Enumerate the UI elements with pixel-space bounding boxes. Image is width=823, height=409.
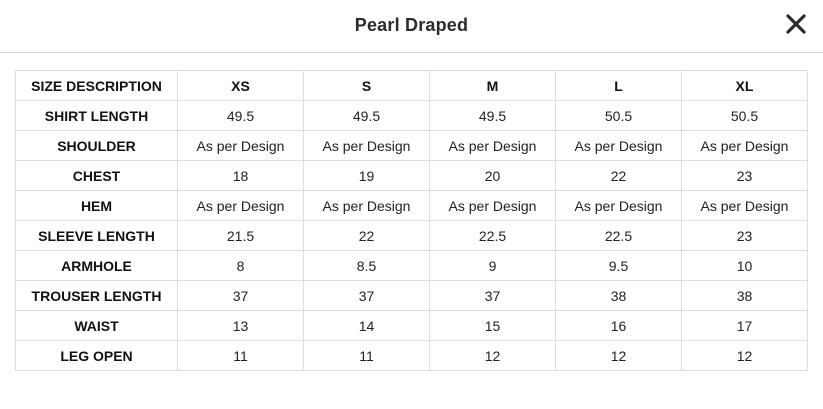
table-row: [16, 251, 808, 281]
table-cell: 8.5: [304, 251, 430, 281]
row-label: SLEEVE LENGTH: [16, 221, 178, 251]
table-cell: As per Design: [178, 131, 304, 161]
modal-header: [0, 0, 823, 53]
table-cell: 50.5: [556, 101, 682, 131]
table-cell: 9: [430, 251, 556, 281]
table-header-row: [16, 71, 808, 101]
table-cell: 49.5: [178, 101, 304, 131]
table-cell: 21.5: [178, 221, 304, 251]
header-size-xs: XS: [178, 71, 304, 101]
table-cell: As per Design: [430, 191, 556, 221]
header-size-description: SIZE DESCRIPTION: [16, 71, 178, 101]
table-cell: 9.5: [556, 251, 682, 281]
table-cell: 12: [556, 341, 682, 371]
row-label: ARMHOLE: [16, 251, 178, 281]
table-cell: 37: [430, 281, 556, 311]
table-cell: 49.5: [304, 101, 430, 131]
table-cell: 12: [430, 341, 556, 371]
table-cell: 11: [178, 341, 304, 371]
table-cell: As per Design: [556, 191, 682, 221]
row-label: SHOULDER: [16, 131, 178, 161]
table-cell: 22.5: [556, 221, 682, 251]
table-cell: 8: [178, 251, 304, 281]
table-row: [16, 131, 808, 161]
table-cell: 23: [682, 221, 808, 251]
table-cell: As per Design: [556, 131, 682, 161]
table-cell: 49.5: [430, 101, 556, 131]
row-label: CHEST: [16, 161, 178, 191]
table-cell: 20: [430, 161, 556, 191]
close-icon: [782, 10, 810, 38]
table-cell: As per Design: [430, 131, 556, 161]
table-cell: 38: [556, 281, 682, 311]
table-cell: 19: [304, 161, 430, 191]
table-row: [16, 221, 808, 251]
table-cell: 13: [178, 311, 304, 341]
table-cell: 17: [682, 311, 808, 341]
header-size-l: L: [556, 71, 682, 101]
table-cell: 38: [682, 281, 808, 311]
row-label: WAIST: [16, 311, 178, 341]
table-cell: 37: [178, 281, 304, 311]
table-row: [16, 341, 808, 371]
close-button[interactable]: [782, 10, 810, 38]
table-cell: 23: [682, 161, 808, 191]
table-cell: 10: [682, 251, 808, 281]
table-row: [16, 281, 808, 311]
header-size-s: S: [304, 71, 430, 101]
table-cell: 50.5: [682, 101, 808, 131]
row-label: LEG OPEN: [16, 341, 178, 371]
table-cell: As per Design: [682, 131, 808, 161]
table-cell: As per Design: [304, 191, 430, 221]
row-label: TROUSER LENGTH: [16, 281, 178, 311]
table-row: [16, 101, 808, 131]
table-row: [16, 311, 808, 341]
size-chart-table: [15, 70, 808, 371]
table-cell: As per Design: [178, 191, 304, 221]
table-cell: 22.5: [430, 221, 556, 251]
table-cell: 37: [304, 281, 430, 311]
table-cell: As per Design: [682, 191, 808, 221]
modal-title: Pearl Draped: [354, 15, 469, 35]
row-label: SHIRT LENGTH: [16, 101, 178, 131]
table-cell: 22: [304, 221, 430, 251]
header-size-m: M: [430, 71, 556, 101]
table-cell: 15: [430, 311, 556, 341]
table-cell: 11: [304, 341, 430, 371]
table-cell: 14: [304, 311, 430, 341]
row-label: HEM: [16, 191, 178, 221]
table-row: [16, 161, 808, 191]
table-cell: 18: [178, 161, 304, 191]
table-cell: 12: [682, 341, 808, 371]
table-row: [16, 191, 808, 221]
table-cell: 16: [556, 311, 682, 341]
table-cell: 22: [556, 161, 682, 191]
header-size-xl: XL: [682, 71, 808, 101]
table-cell: As per Design: [304, 131, 430, 161]
